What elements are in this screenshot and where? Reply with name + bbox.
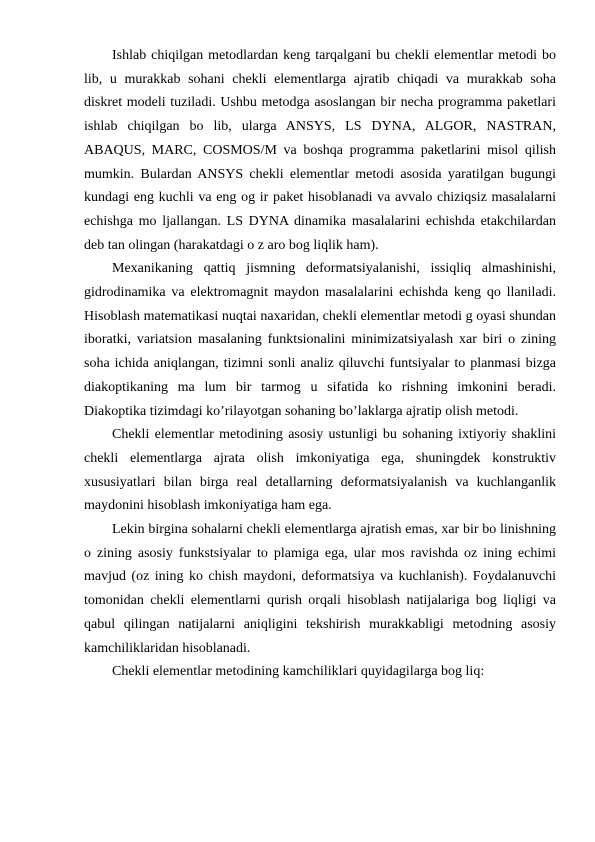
paragraph-3: Chekli elementlar metodining asosiy ustunligi bu sohaning ixtiyoriy shaklini chekli elementlarga ajrata olish imkoniyatiga ega, shuningdek konstruktiv xususiyatlari bilan birga real detallarning deformatsiyalanish va kuchlanganlik maydonini hisoblash imkoniyatiga ham ega. — [84, 427, 556, 514]
paragraph-2: Mexanikaning qattiq jismning deformatsiyalanishi, issiqliq almashinishi, gidrodinamika va elektromagnit maydon masalalarini echishda keng qo llaniladi. Hisoblash matematikasi nuqtai naxaridan, chekli elementlar metodi g oyasi shundan iboratki, variatsion masalaning funktsionalini minimizatsiyalash xar biri o zining soha ichida aniqlangan, tizimni sonli analiz qiluvchi funtsiyalar to planmasi bizga diakoptikaning ma lum bir tarmog u sifatida ko rishning imkonini beradi. Diakoptika tizimdagi ko’rilayotgan sohaning bo’laklarga ajratip olish metodi. — [84, 261, 556, 419]
paragraph-1: Ishlab chiqilgan metodlardan keng tarqalgani bu chekli elementlar metodi bo lib, u murakkab sohani chekli elementlarga ajratib chiqadi va murakkab soha diskret modeli tuziladi. Ushbu metodga asoslangan bir necha programma paketlari ishlab chiqilgan bo lib, ularga ANSYS, LS DYNA, ALGOR, NASTRAN, ABAQUS, MARC, COSMOS/M va boshqa programma paketlarini misol qilish mumkin. Bulardan ANSYS chekli elementlar metodi asosida yaratilgan bugungi kundagi eng kuchli va eng og ir paket hisoblanadi va avvalo chiziqsiz masalalarni echishga mo ljallangan. LS DYNA dinamika masalalarini echishda etakchilardan deb tan olingan (harakatdagi o z aro bog liqlik ham). — [84, 48, 556, 253]
document-page — [84, 44, 556, 684]
paragraph-5: Chekli elementlar metodining kamchiliklari quyidagilarga bog liq: — [112, 664, 485, 680]
paragraph-4: Lekin birgina sohalarni chekli elementlarga ajratish emas, xar bir bo linishning o zining asosiy funkstsiyalar to plamiga ega, ular mos ravishda oz ining echimi mavjud (oz ining ko chish maydoni, deformatsiya va kuchlanish). Foydalanuvchi tomonidan chekli elementlarni qurish orqali hisoblash natijalariga bog liqligi va qabul qilingan natijalarni aniqligini tekshirish murakkabligi metodning asosiy kamchiliklaridan hisoblanadi. — [84, 522, 556, 656]
